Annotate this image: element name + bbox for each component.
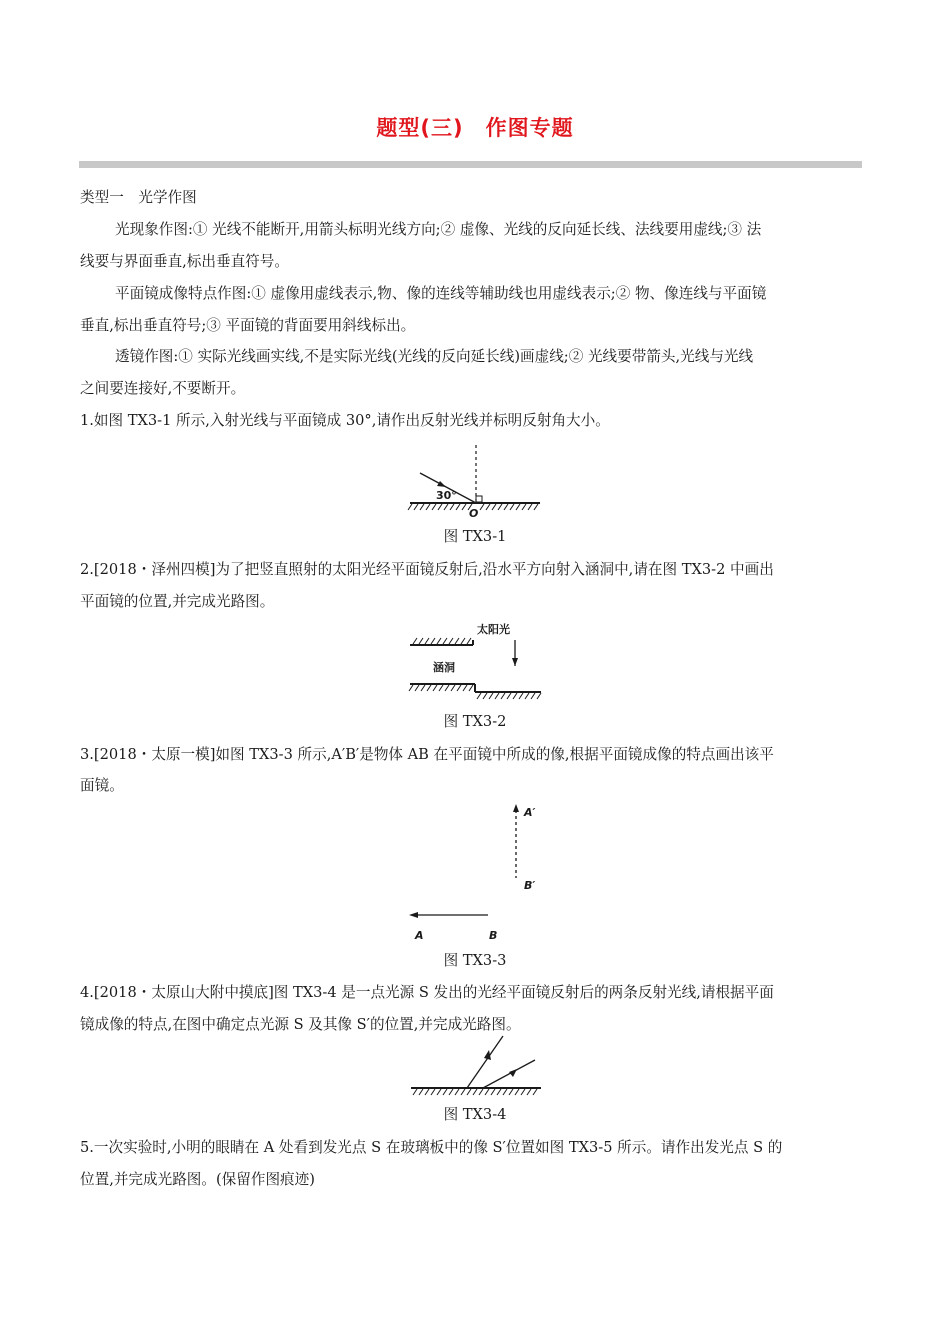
question-1: 1.如图 TX3-1 所示,入射光线与平面镜成 30°,请作出反射光线并标明反射角大小。 [80,412,610,429]
intro-p1-line1: 光现象作图:① 光线不能断开,用箭头标明光线方向;② 虚像、光线的反向延长线、法线要用虚线;③ 法 [115,221,762,238]
point-o-label: O [469,507,479,520]
sunlight-arrow [512,658,518,666]
reflected-ray-1-arrow [484,1050,491,1060]
section-heading: 类型一 光学作图 [80,189,197,206]
page-title: 题型(三) 作图专题 [376,116,574,140]
intro-p2-line1: 平面镜成像特点作图:① 虚像用虚线表示,物、像的连线等辅助线也用虚线表示;② 物、像连线与平面镜 [115,285,767,302]
object-arrowhead [409,912,418,918]
question-5-line1: 5.一次实验时,小明的眼睛在 A 处看到发光点 S 在玻璃板中的像 S′位置如图 TX3-5 所示。请作出发光点 S 的 [80,1139,783,1156]
incident-ray-arrow [437,481,446,487]
intro-p2-line2: 垂直,标出垂直符号;③ 平面镜的背面要用斜线标出。 [80,317,416,334]
intro-p3-line1: 透镜作图:① 实际光线画实线,不是实际光线(光线的反向延长线)画虚线;② 光线要带箭头,光线与光线 [115,348,754,365]
label-a-prime: A′ [524,806,536,819]
question-3-line1: 3.[2018・太原一模]如图 TX3-3 所示,A′B′是物体 AB 在平面镜中所成的像,根据平面镜成像的特点画出该平 [80,746,774,763]
question-2-line2: 平面镜的位置,并完成光路图。 [80,593,275,610]
question-4-line2: 镜成像的特点,在图中确定点光源 S 及其像 S′的位置,并完成光路图。 [80,1016,521,1033]
figure-tx3-4 [405,1030,550,1100]
label-b-prime: B′ [524,879,536,892]
sunlight-label: 太阳光 [477,623,510,636]
intro-p1-line2: 线要与界面垂直,标出垂直符号。 [80,253,289,270]
mirror-hatching [413,1089,537,1095]
figure-tx3-3 [400,800,550,945]
title-divider [79,161,862,168]
question-3-line2: 面镜。 [80,777,124,794]
figure-tx3-2 [405,620,550,705]
figure-tx3-1 [400,445,550,520]
label-a: A [415,929,424,942]
image-arrowhead [513,804,519,812]
reflected-ray-2-arrow [509,1069,517,1077]
figure-caption-tx3-4: 图 TX3-4 [443,1106,507,1123]
question-5-line2: 位置,并完成光路图。(保留作图痕迹) [80,1171,315,1188]
culvert-top-hatching [413,638,471,644]
figure-caption-tx3-2: 图 TX3-2 [443,713,507,730]
right-angle-mark [476,496,482,502]
culvert-label: 涵洞 [433,661,455,674]
label-b: B [489,929,498,942]
figure-caption-tx3-3: 图 TX3-3 [443,952,507,969]
intro-p3-line2: 之间要连接好,不要断开。 [80,380,246,397]
figure-caption-tx3-1: 图 TX3-1 [443,528,507,545]
reflected-ray-2 [483,1060,535,1088]
question-2-line1: 2.[2018・泽州四模]为了把竖直照射的太阳光经平面镜反射后,沿水平方向射入涵洞中,请在图 TX3-2 中画出 [80,561,774,578]
angle-label: 30° [436,489,457,502]
question-4-line1: 4.[2018・太原山大附中摸底]图 TX3-4 是一点光源 S 发出的光经平面镜反射后的两条反射光线,请根据平面 [80,984,774,1001]
